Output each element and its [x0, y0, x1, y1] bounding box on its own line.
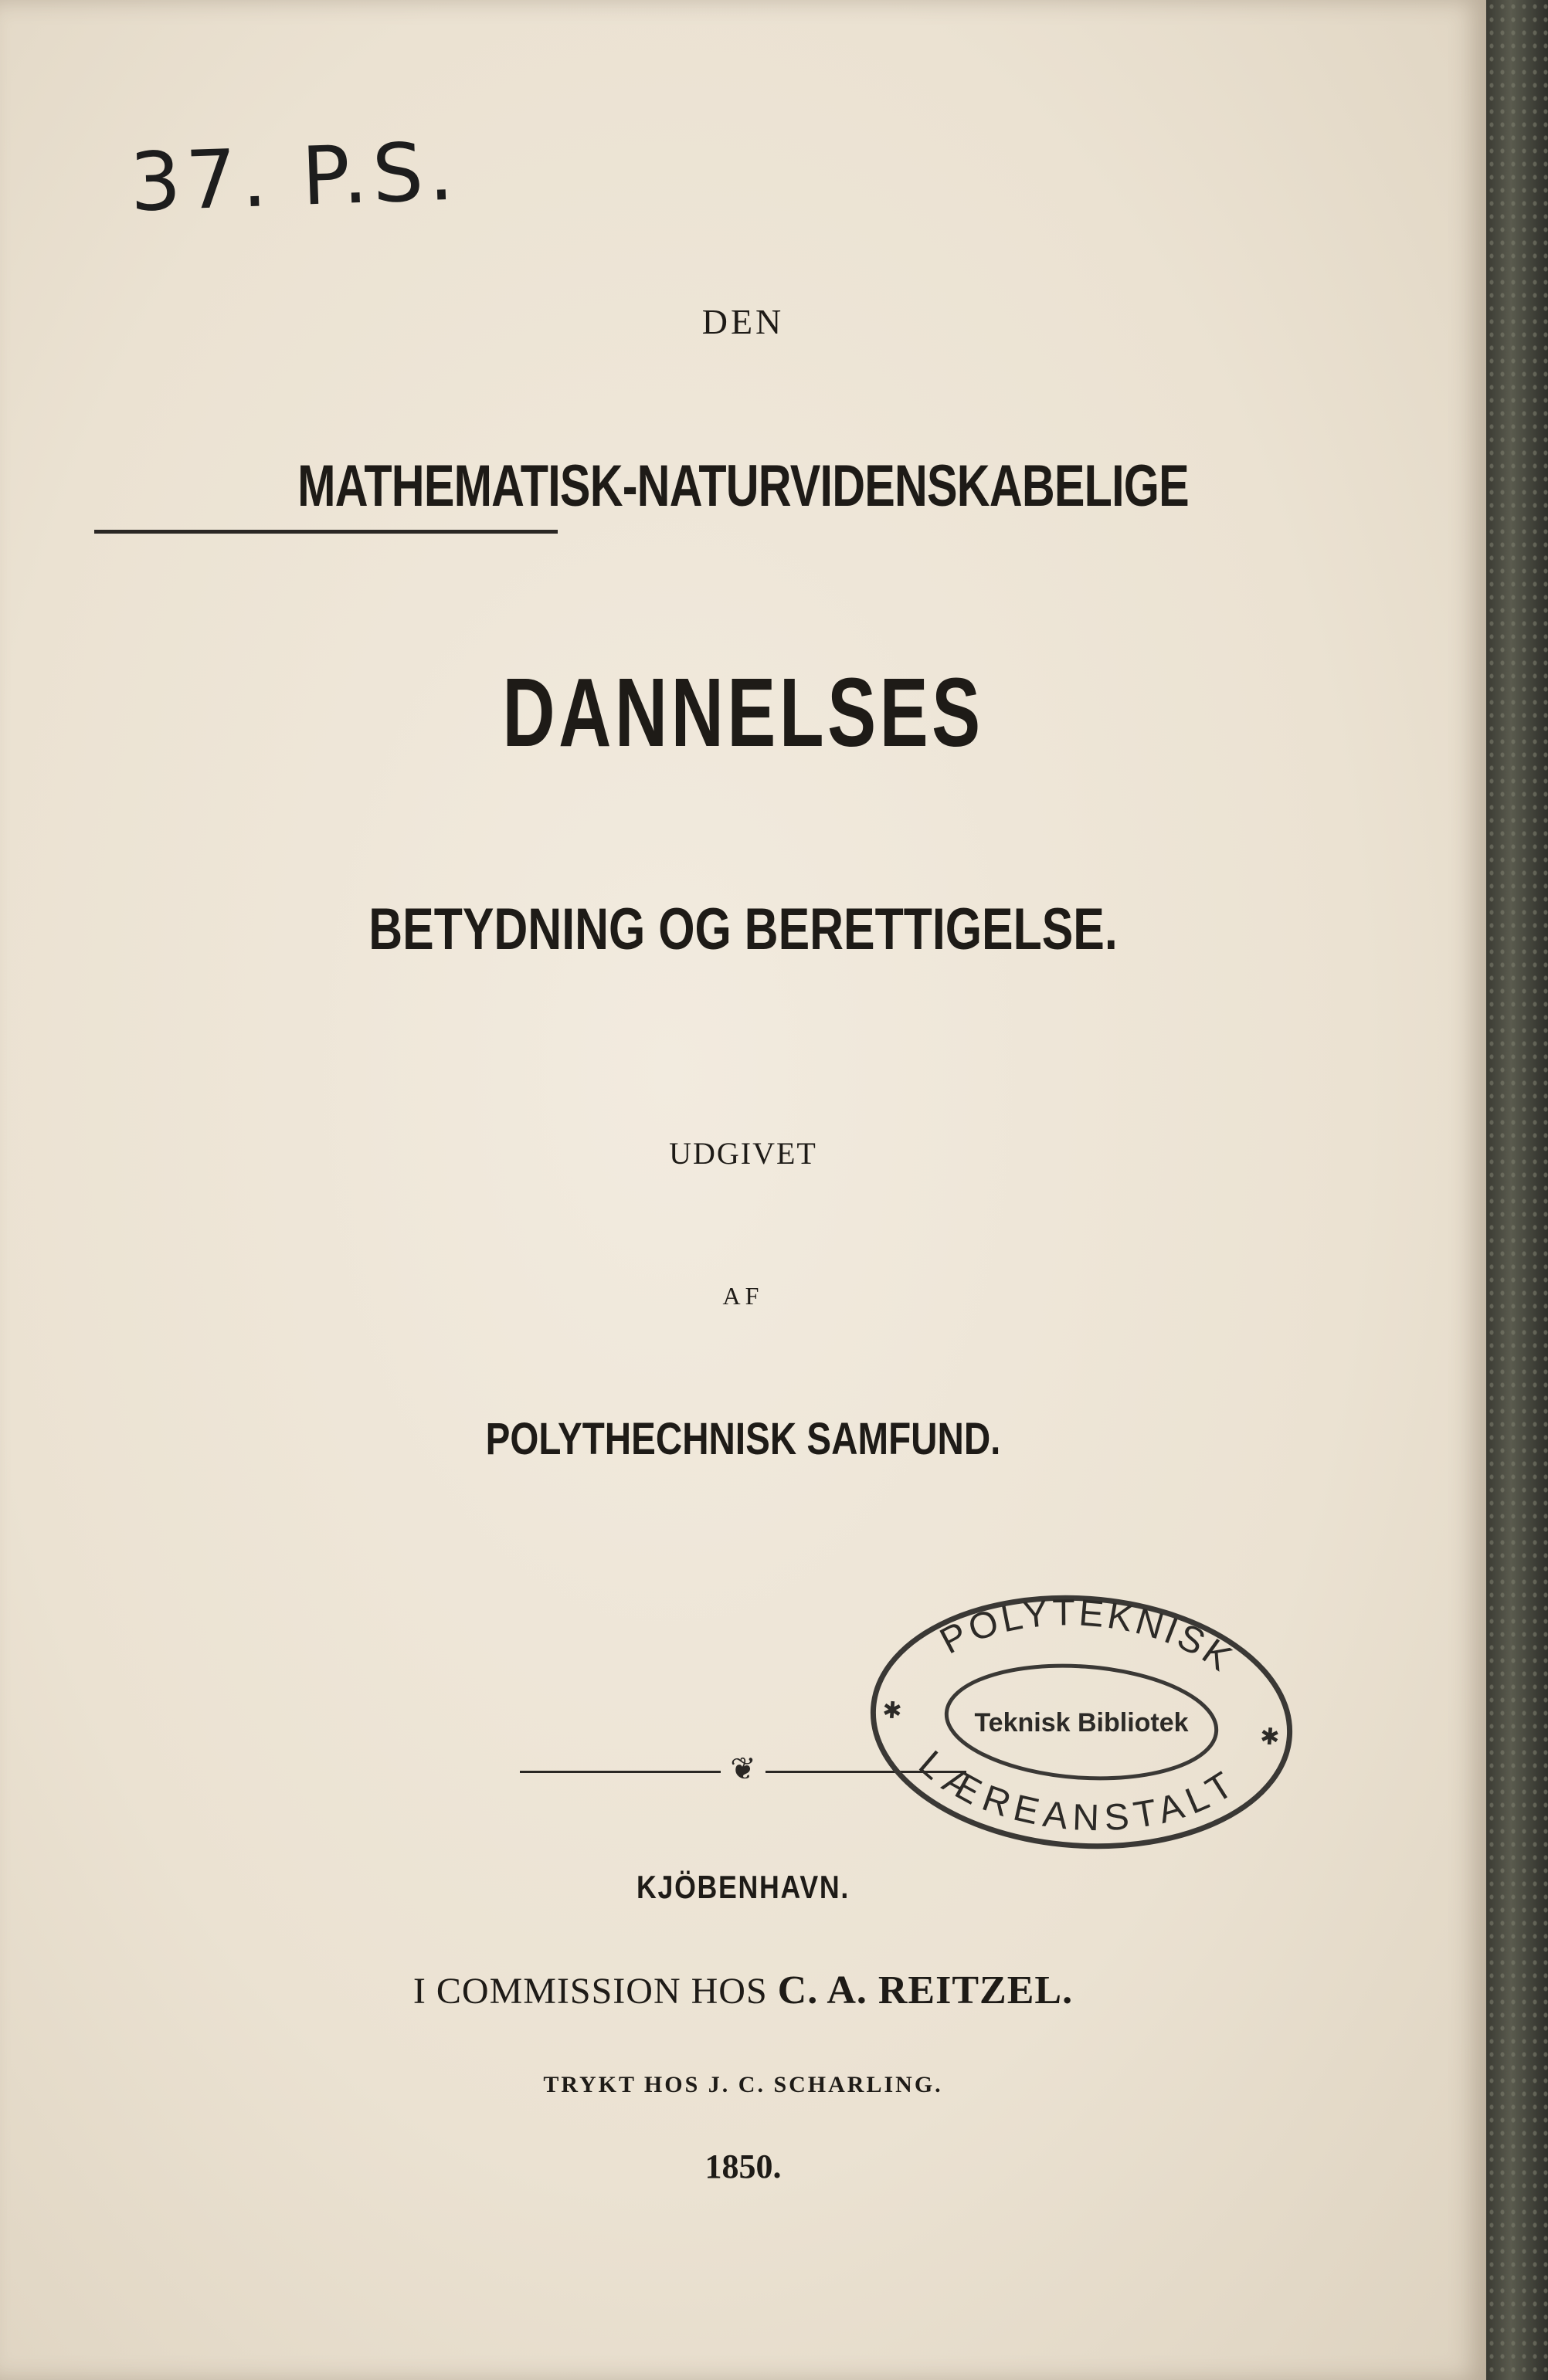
handwritten-underline: [94, 530, 558, 534]
publisher-name: POLYTHECHNISK SAMFUND.: [485, 1414, 1001, 1464]
place-of-publication: KJÖBENHAVN.: [637, 1869, 850, 1905]
commission-line: [0, 1968, 1486, 2013]
by-label: AF: [722, 1282, 764, 1310]
library-stamp: [865, 1591, 1298, 1853]
title-article: DEN: [701, 302, 785, 341]
show-through-text: [139, 834, 1251, 1131]
stamp-top-text: POLYTEKNISK: [933, 1592, 1241, 1681]
printer-line: TRYKT HOS J. C. SCHARLING.: [543, 2072, 943, 2097]
commission-name: C. A. REITZEL.: [777, 1968, 1074, 2012]
marbled-binding-edge: [1486, 0, 1548, 2380]
star-icon: ✱: [881, 1697, 903, 1725]
title-line-2: DANNELSES: [502, 658, 984, 767]
publication-year: 1850.: [704, 2148, 782, 2185]
published-label: UDGIVET: [669, 1136, 817, 1171]
star-icon: ✱: [1259, 1723, 1281, 1751]
commission-prefix: I COMMISSION HOS: [412, 1971, 768, 2012]
stamp-bottom-text: LÆREANSTALT: [911, 1743, 1243, 1839]
title-line-3: BETYDNING OG BERETTIGELSE.: [368, 897, 1118, 962]
title-line-1: MATHEMATISK-NATURVIDENSKABELIGE: [297, 453, 1189, 519]
handwritten-shelfmark: 37. P.S.: [128, 124, 460, 230]
stamp-center-text: Teknisk Bibliotek: [974, 1708, 1189, 1738]
ornamental-divider: ❦: [0, 1751, 1486, 1787]
